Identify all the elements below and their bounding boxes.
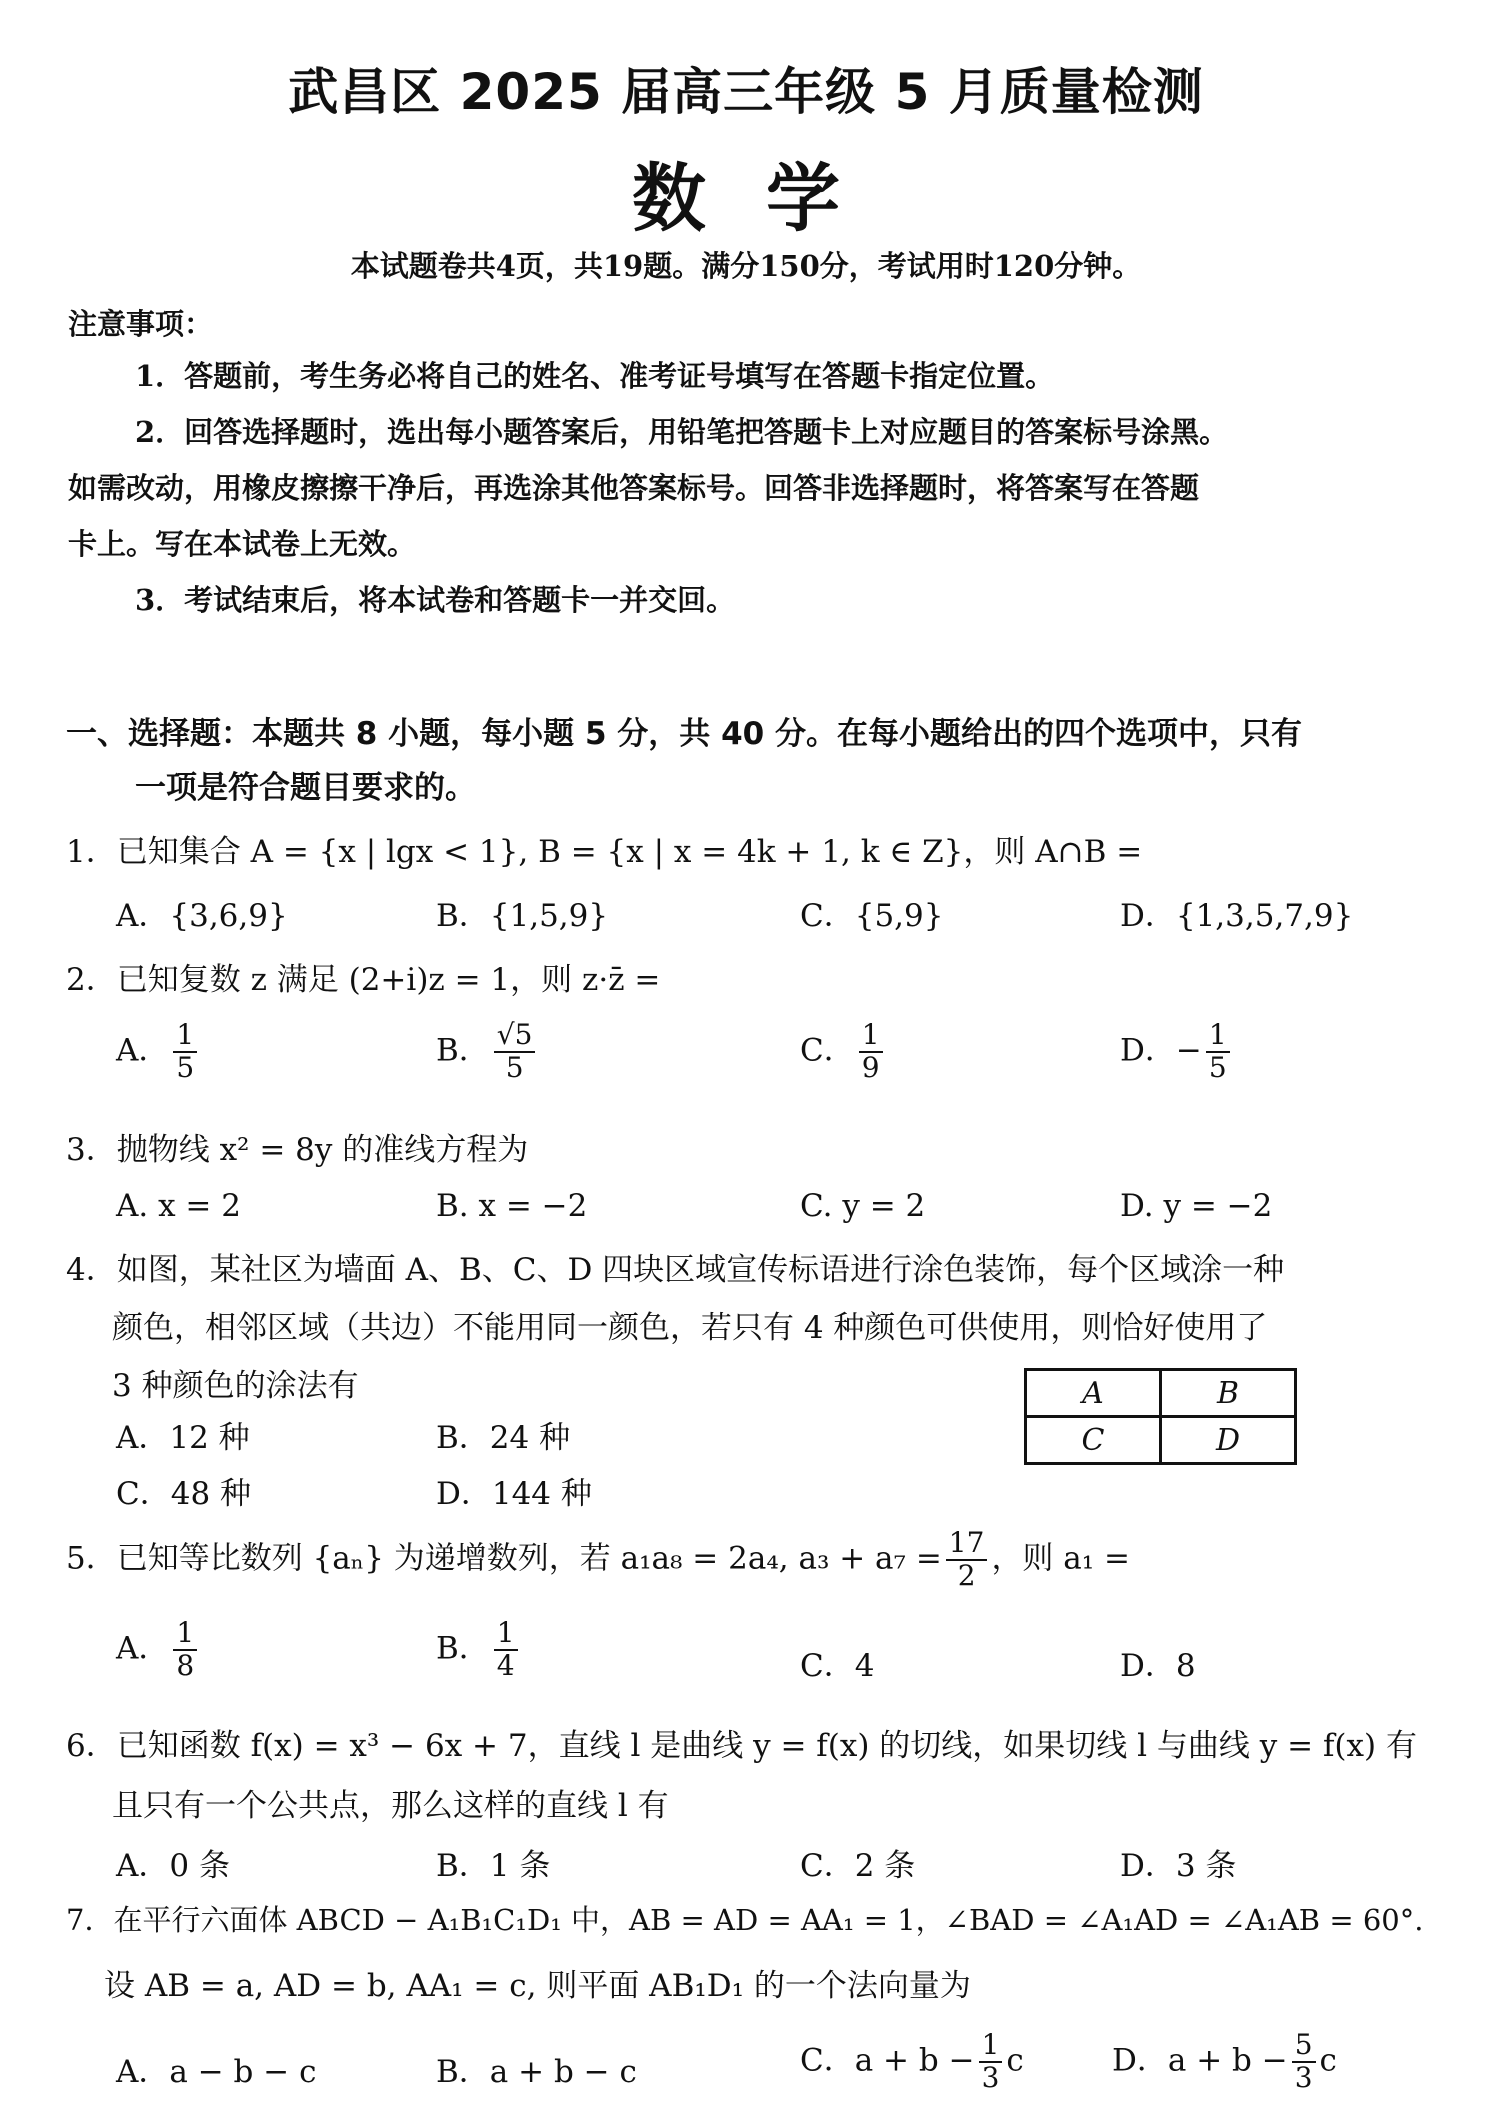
q6-option-d: D．3 条 xyxy=(1120,1848,1237,1884)
question-4-stem-2: 颜色，相邻区域（共边）不能用同一颜色，若只有 4 种颜色可供使用，则恰好使用了 xyxy=(112,1310,1268,1346)
q4-option-b: B．24 种 xyxy=(436,1420,571,1456)
q7-option-a: A．a − b − c xyxy=(116,2054,317,2090)
region-c: C xyxy=(1026,1417,1161,1464)
q1-option-c: C．{5,9} xyxy=(800,898,944,934)
q5-option-b: B． $\frac{1}{4}$ xyxy=(436,1618,522,1682)
q7-option-d: D．a + b − $\frac{5}{3}$ c xyxy=(1112,2028,1337,2094)
note-3: 3．考试结束后，将本试卷和答题卡一并交回。 xyxy=(135,583,736,617)
q3-option-b: B. x = −2 xyxy=(436,1188,588,1224)
q5-option-a: A． $\frac{1}{8}$ xyxy=(116,1618,201,1682)
question-4-stem: 4．如图，某社区为墙面 A、B、C、D 四块区域宣传标语进行涂色装饰，每个区域涂一种 xyxy=(66,1252,1285,1288)
exam-title: 武昌区 2025 届高三年级 5 月质量检测 xyxy=(288,63,1204,121)
q6-option-b: B．1 条 xyxy=(436,1848,551,1884)
question-5-stem: 5．已知等比数列 {aₙ} 为递增数列，若 a₁a₈ = 2a₄, a₃ + a₇ = $\frac{17}{2}$ ，则 a₁ = xyxy=(66,1526,1131,1592)
note-2: 2．回答选择题时，选出每小题答案后，用铅笔把答题卡上对应题目的答案标号涂黑。 xyxy=(135,415,1229,449)
note-2-end: 卡上。写在本试卷上无效。 xyxy=(68,527,417,561)
q2-option-b: B． $\frac{√5}{5}$ xyxy=(436,1020,539,1084)
question-7-stem-2: 设 AB = a, AD = b, AA₁ = c, 则平面 AB₁D₁ 的一个法向量为 xyxy=(104,1968,971,2004)
q5-option-c: C．4 xyxy=(800,1648,875,1684)
question-2-stem: 2．已知复数 z 满足 (2+i)z = 1，则 z·z̄ = xyxy=(66,962,661,998)
q1-option-a: A．{3,6,9} xyxy=(116,898,288,934)
region-d: D xyxy=(1161,1417,1296,1464)
question-3-stem: 3．抛物线 x² = 8y 的准线方程为 xyxy=(66,1132,529,1168)
question-4-stem-3: 3 种颜色的涂法有 xyxy=(112,1368,359,1404)
q2-option-c: C． $\frac{1}{9}$ xyxy=(800,1020,887,1084)
note-2-cont: 如需改动，用橡皮擦擦干净后，再选涂其他答案标号。回答非选择题时，将答案写在答题 xyxy=(68,471,1200,505)
region-a: A xyxy=(1026,1370,1161,1417)
q7-option-b: B．a + b − c xyxy=(436,2054,637,2090)
q1-option-d: D．{1,3,5,7,9} xyxy=(1120,898,1354,934)
section-heading-cont: 一项是符合题目要求的。 xyxy=(135,770,476,806)
q4-option-d: D．144 种 xyxy=(436,1476,592,1512)
q2-option-d: D．− $\frac{1}{5}$ xyxy=(1120,1020,1234,1084)
q7-option-c: C．a + b − $\frac{1}{3}$ c xyxy=(800,2028,1024,2094)
section-heading: 一、选择题：本题共 8 小题，每小题 5 分，共 40 分。在每小题给出的四个选项中，只有 xyxy=(66,716,1303,752)
question-1-stem: 1．已知集合 A = {x | lgx < 1}, B = {x | x = 4k + 1, k ∈ Z}，则 A∩B = xyxy=(66,834,1143,870)
q5-option-d: D．8 xyxy=(1120,1648,1196,1684)
q3-option-c: C. y = 2 xyxy=(800,1188,926,1224)
q6-option-a: A．0 条 xyxy=(116,1848,230,1884)
question-6-stem-2: 且只有一个公共点，那么这样的直线 l 有 xyxy=(112,1788,669,1824)
notes-heading: 注意事项： xyxy=(68,307,214,341)
note-1: 1．答题前，考生务必将自己的姓名、准考证号填写在答题卡指定位置。 xyxy=(135,359,1055,393)
subject-title: 数学 xyxy=(632,156,900,242)
exam-info: 本试题卷共4页，共19题。满分150分，考试用时120分钟。 xyxy=(350,249,1142,283)
wall-region-grid xyxy=(1024,1368,1297,1465)
q4-option-c: C．48 种 xyxy=(116,1476,252,1512)
q1-option-b: B．{1,5,9} xyxy=(436,898,609,934)
region-b: B xyxy=(1161,1370,1296,1417)
q3-option-a: A. x = 2 xyxy=(116,1188,241,1224)
q2-option-a: A． $\frac{1}{5}$ xyxy=(116,1020,201,1084)
q4-option-a: A．12 种 xyxy=(116,1420,250,1456)
q3-option-d: D. y = −2 xyxy=(1120,1188,1273,1224)
question-7-stem: 7．在平行六面体 ABCD − A₁B₁C₁D₁ 中，AB = AD = AA₁ = 1，∠BAD = ∠A₁AD = ∠A₁AB = 60°. xyxy=(66,1903,1424,1937)
question-6-stem: 6．已知函数 f(x) = x³ − 6x + 7，直线 l 是曲线 y = f(x) 的切线，如果切线 l 与曲线 y = f(x) 有 xyxy=(66,1728,1417,1764)
q6-option-c: C．2 条 xyxy=(800,1848,916,1884)
